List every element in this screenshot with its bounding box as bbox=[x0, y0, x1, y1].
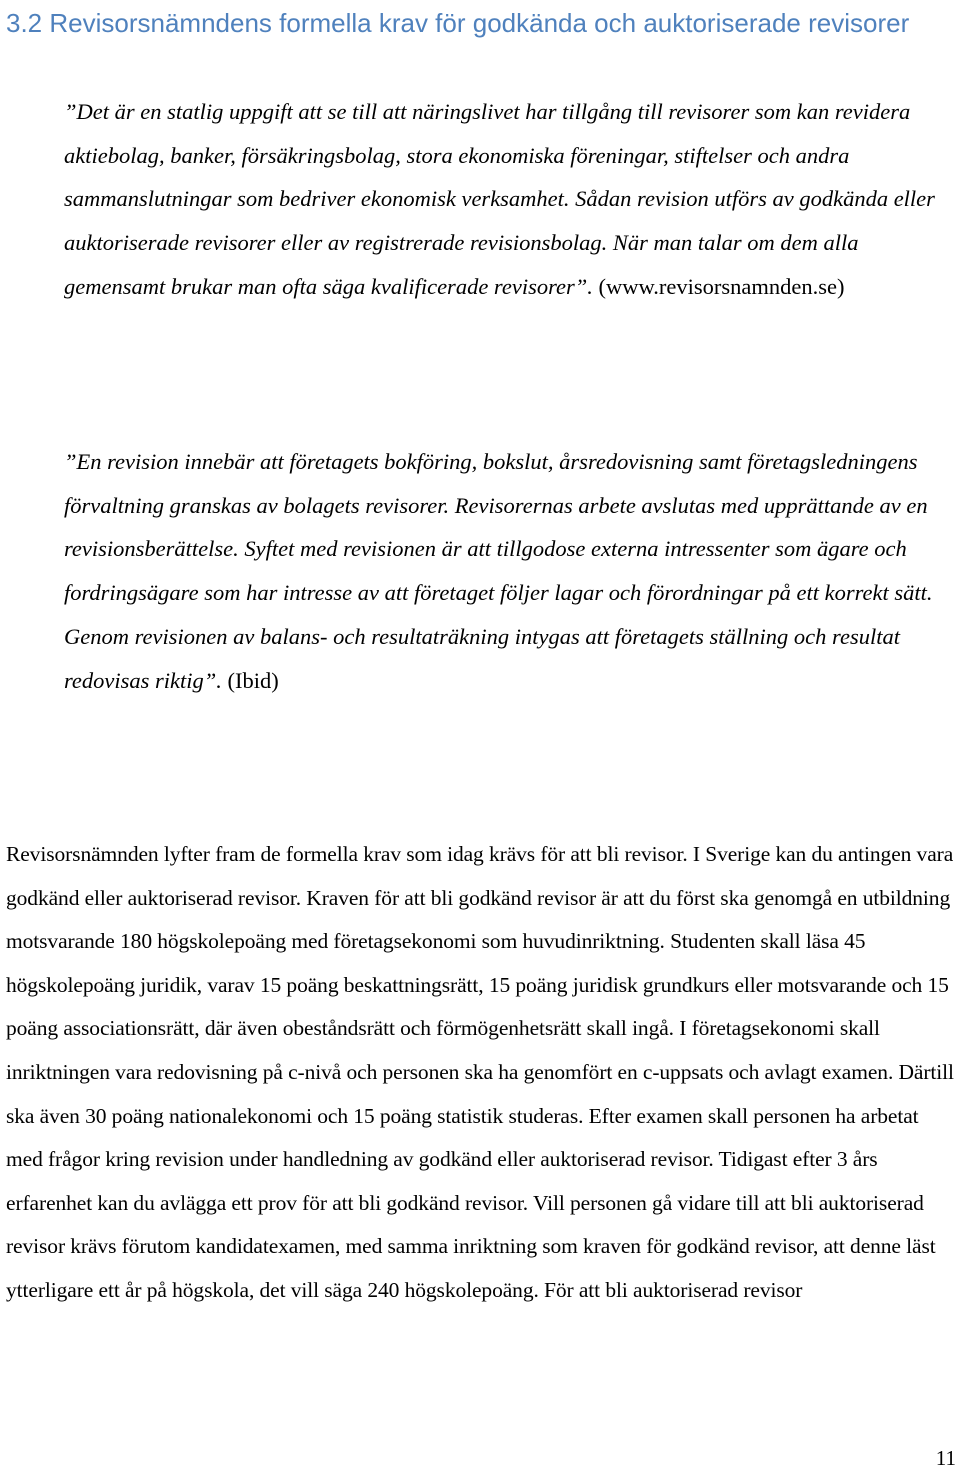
quote-source-1: (www.revisorsnamnden.se) bbox=[592, 273, 845, 299]
quote-text-1: ”Det är en statlig uppgift att se till att näringslivet har tillgång till revisorer som kan revidera aktiebolag, banker, försäkringsbolag, stora ekonomiska föreningar, stiftelser och andra sammanslutningar som bedriver ekonomisk verksamhet. Sådan revision utförs av godkända eller auktoriserade revisorer eller av registrerade revisionsbolag. När man talar om dem alla gemensamt brukar man ofta säga kvalificerade revisorer”. bbox=[64, 99, 935, 299]
body-paragraph: Revisorsnämnden lyfter fram de formella krav som idag krävs för att bli revisor. I Sverige kan du antingen vara godkänd eller auktoriserad revisor. Kraven för att bli godkänd revisor är att du först ska genomgå en utbildning motsvarande 180 högskolepoäng med företagsekonomi som huvudinriktning. Studenten skall läsa 45 högskolepoäng juridik, varav 15 poäng beskattningsrätt, 15 poäng juridisk grundkurs eller motsvarande och 15 poäng associationsrätt, där även obeståndsrätt och förmögenhetsrätt skall ingå. I företagsekonomi skall inriktningen vara redovisning på c-nivå och personen ska ha genomfört en c-uppsats och avlagt examen. Därtill ska även 30 poäng nationalekonomi och 15 poäng statistik studeras. Efter examen skall personen ha arbetat med frågor kring revision under handledning av godkänd eller auktoriserad revisor. Tidigast efter 3 års erfarenhet kan du avlägga ett prov för att bli godkänd revisor. Vill personen gå vidare till att bli auktoriserad revisor krävs förutom kandidatexamen, med samma inriktning som kraven för godkänd revisor, att denne läst ytterligare ett år på högskola, det vill säga 240 högskolepoäng. För att bli auktoriserad revisor bbox=[6, 842, 954, 1302]
page-number: 11 bbox=[935, 1446, 956, 1470]
quote-text-2: ”En revision innebär att företagets bokföring, bokslut, årsredovisning samt företagsledningens förvaltning granskas av bolagets revisorer. Revisorernas arbete avslutas med upprättande av en revisionsberättelse. Syftet med revisionen är att tillgodose externa intressenter som ägare och fordringsägare som har intresse av att företaget följer lagar och förordningar på ett korrekt sätt. Genom revisionen av balans- och resultaträkning intygas att företagets ställning och resultat redovisas riktig”. bbox=[64, 449, 933, 693]
quote-source-2: (Ibid) bbox=[221, 667, 279, 693]
quote-block-2 bbox=[64, 440, 944, 702]
quote-block-1 bbox=[64, 90, 944, 309]
section-heading: 3.2 Revisorsnämndens formella krav för godkända och auktoriserade revisorer bbox=[6, 8, 910, 38]
